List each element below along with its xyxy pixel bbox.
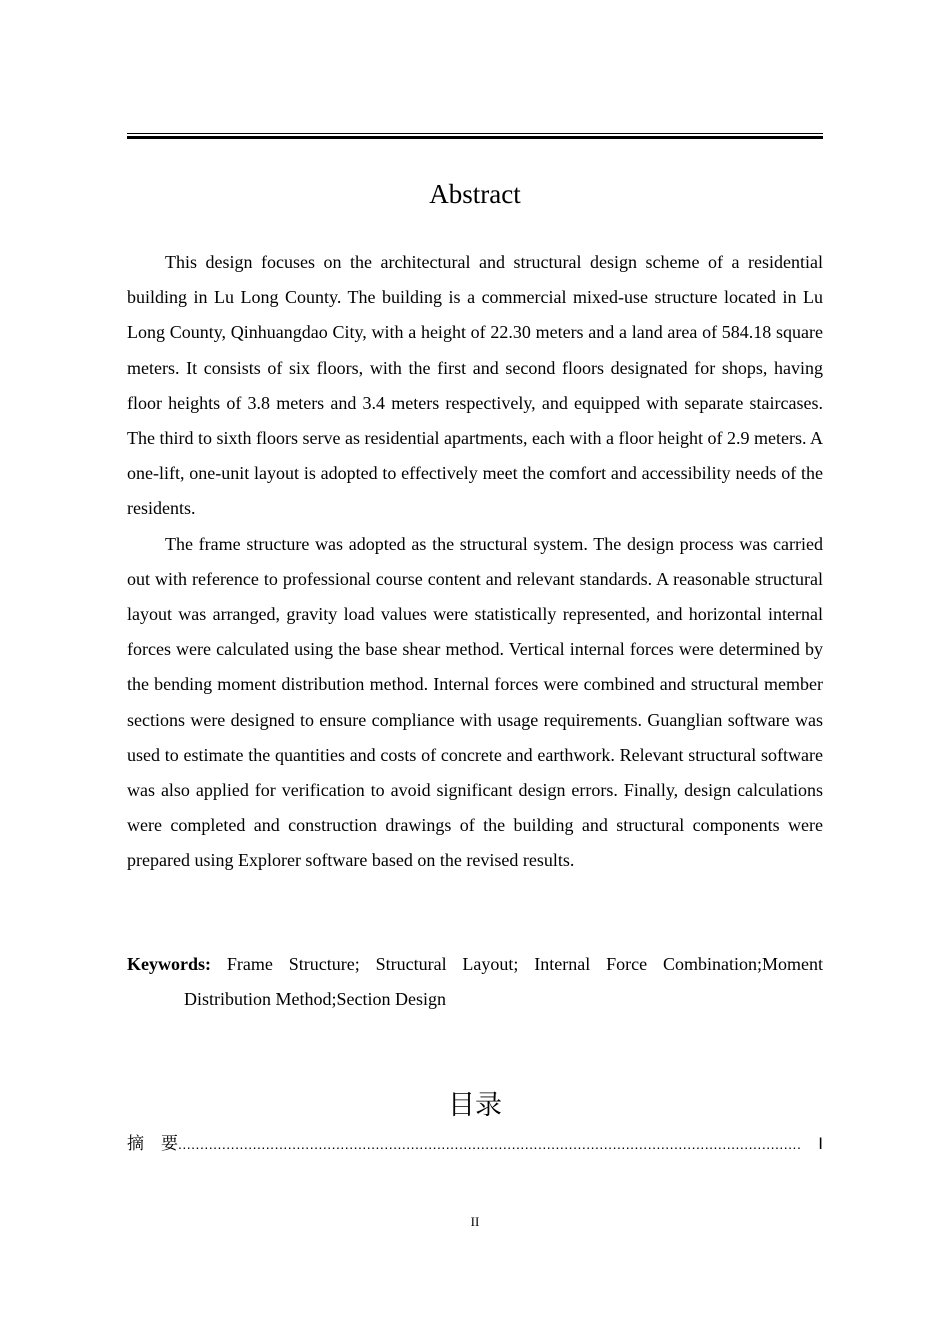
toc-entry-abstract[interactable] — [127, 1131, 823, 1157]
toc-entry-page: I — [818, 1134, 823, 1153]
keywords-text: Frame Structure; Structural Layout; Internal Force Combination;Moment Distribution Method;Section Design — [184, 954, 823, 1010]
header-rule-thick — [127, 136, 823, 139]
header-rule-thin — [127, 133, 823, 134]
keywords-label: Keywords: — [127, 954, 211, 974]
keywords — [127, 947, 823, 1017]
toc-entry-label: 摘 要 — [127, 1134, 178, 1154]
abstract-paragraph-2: The frame structure was adopted as the structural system. The design process was carried out with reference to professional course content and relevant standards. A reasonable structural layout was arranged, gravity load values were statistically represented, and horizontal internal forces were calculated using the base shear method. Vertical internal forces were determined by the bending moment distribution method. Internal forces were combined and structural member sections were designed to ensure compliance with usage requirements. Guanglian software was used to estimate the quantities and costs of concrete and earthwork. Relevant structural software was also applied for verification to avoid significant design errors. Finally, design calculations were completed and construction drawings of the building and structural components were prepared using Explorer software based on the revised results. — [127, 533, 823, 871]
abstract-body — [127, 245, 823, 879]
page-number: II — [470, 1214, 480, 1229]
abstract-paragraph-1: This design focuses on the architectural and structural design scheme of a residential building in Lu Long County. The building is a commercial mixed-use structure located in Lu Long County, Qinhuangdao City, with a height of 22.30 meters and a land area of 584.18 square meters. It consists of six floors, with the first and second floors designated for shops, having floor heights of 3.8 meters and 3.4 meters respectively, and equipped with separate staircases. The third to sixth floors serve as residential apartments, each with a floor height of 2.9 meters. A one-lift, one-unit layout is adopted to effectively meet the comfort and accessibility needs of the residents. — [127, 252, 823, 519]
abstract-title: Abstract — [429, 179, 521, 209]
toc-title: 目录 — [448, 1090, 502, 1121]
toc-dot-leader: .............................................................................................................................................. — [178, 1136, 802, 1152]
